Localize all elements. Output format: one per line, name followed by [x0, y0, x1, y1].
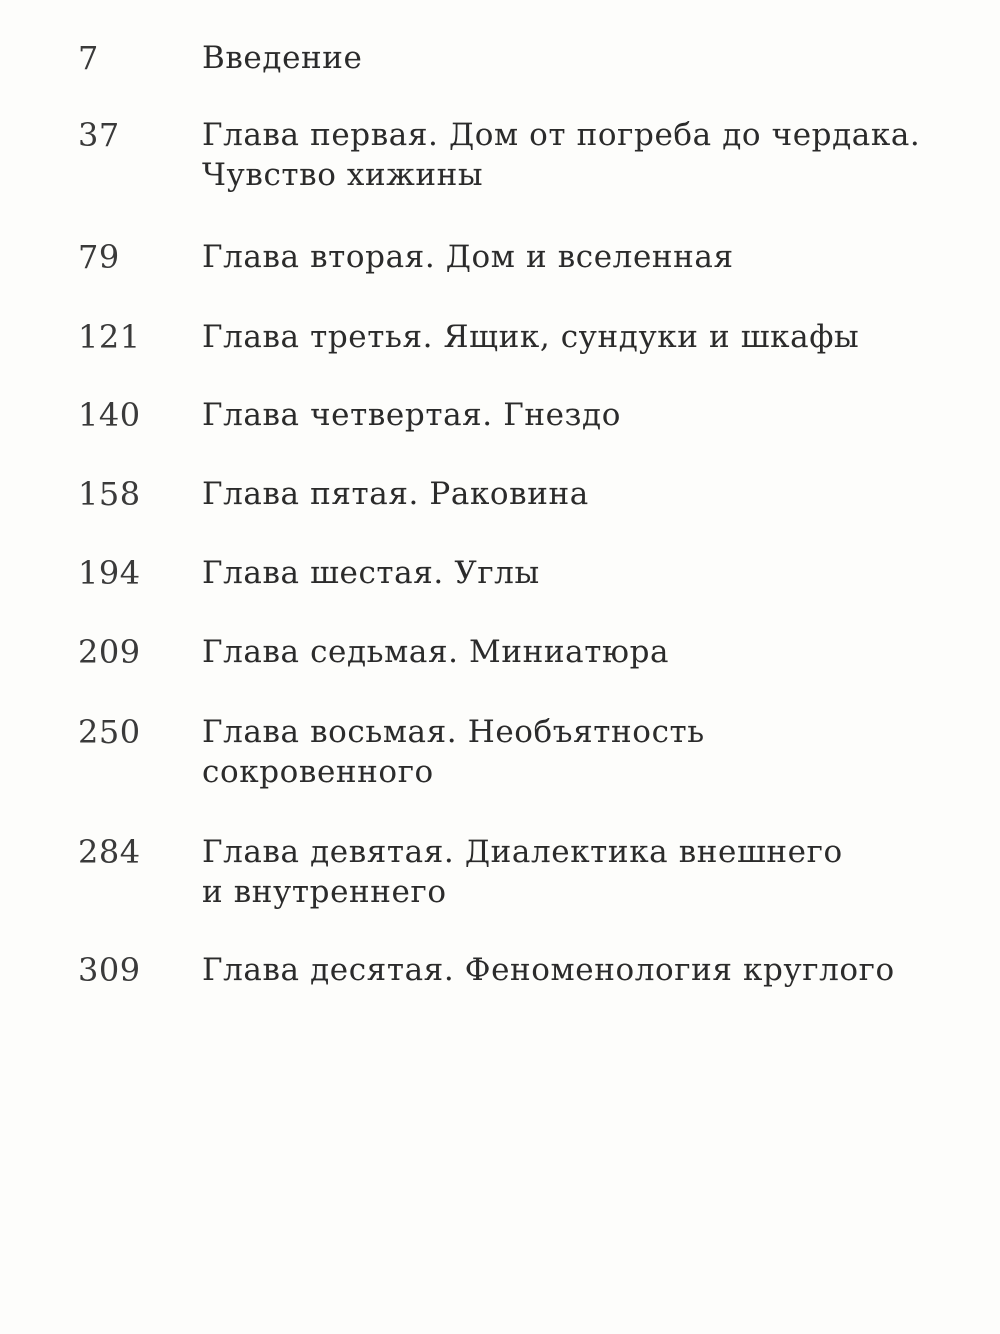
toc-title-line: и внутреннего	[202, 874, 447, 910]
toc-page-number: 209	[78, 633, 141, 671]
toc-title-line: Глава пятая. Раковина	[202, 476, 589, 512]
toc-title-line: Глава восьмая. Необъятность	[202, 714, 705, 750]
toc-title-line: Глава десятая. Феноменология круглого	[202, 952, 895, 988]
toc-title	[202, 950, 972, 990]
toc-title	[202, 395, 972, 435]
toc-title-line: Глава третья. Ящик, сундуки и шкафы	[202, 319, 860, 355]
toc-page-number: 158	[78, 475, 141, 513]
toc-page-number: 79	[78, 238, 120, 276]
toc-title-line: Введение	[202, 40, 363, 76]
toc-title	[202, 712, 972, 792]
toc-page-number: 194	[78, 554, 141, 592]
toc-title	[202, 832, 972, 912]
toc-title-line: Глава первая. Дом от погреба до чердака.	[202, 117, 921, 153]
toc-page-number: 309	[78, 951, 141, 989]
toc-title-line: Глава шестая. Углы	[202, 555, 540, 591]
toc-title-line: Глава четвертая. Гнездо	[202, 397, 622, 433]
toc-page-number: 284	[78, 833, 141, 871]
toc-page-number: 140	[78, 396, 141, 434]
toc-page-number: 7	[78, 39, 99, 77]
toc-title-line: сокровенного	[202, 754, 434, 790]
toc-title-line: Чувство хижины	[202, 157, 484, 193]
toc-page-number: 121	[78, 318, 141, 356]
toc-title	[202, 115, 972, 195]
toc-title	[202, 317, 972, 357]
toc-title	[202, 38, 972, 78]
toc-title-line: Глава девятая. Диалектика внешнего	[202, 834, 843, 870]
toc-title-line: Глава седьмая. Миниатюра	[202, 634, 670, 670]
toc-title-line: Глава вторая. Дом и вселенная	[202, 239, 734, 275]
toc-title	[202, 632, 972, 672]
toc-page-number: 250	[78, 713, 141, 751]
toc-title	[202, 553, 972, 593]
toc-title	[202, 474, 972, 514]
toc-page-number: 37	[78, 116, 120, 154]
toc-title	[202, 237, 972, 277]
